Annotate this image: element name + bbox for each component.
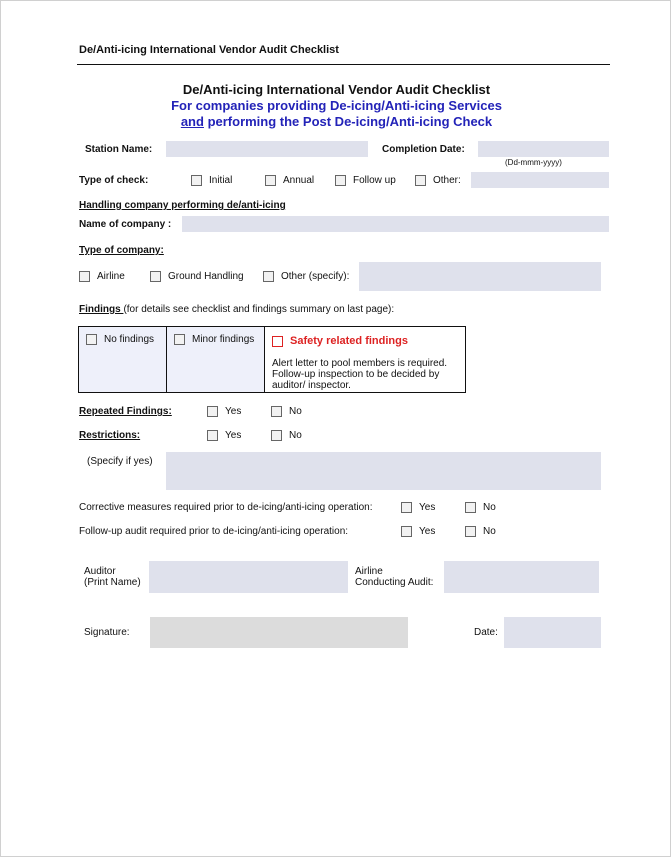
company-airline[interactable]: Airline [79, 271, 125, 282]
handling-company-heading: Handling company performing de/anti-icing [79, 200, 286, 211]
type-of-check-label: Type of check: [79, 175, 149, 186]
subtitle-and: and [180, 114, 204, 129]
findings-minor-option[interactable]: Minor findings [174, 334, 254, 345]
findings-table [78, 326, 466, 392]
auditor-name-field[interactable] [149, 561, 348, 593]
date-field[interactable] [504, 617, 601, 648]
station-name-field[interactable] [166, 141, 368, 157]
checkbox-icon[interactable] [207, 430, 218, 441]
auditor-label: Auditor (Print Name) [84, 566, 141, 588]
check-annual[interactable]: Annual [265, 175, 314, 186]
followup-audit-label: Follow-up audit required prior to de-icing/anti-icing operation: [79, 526, 349, 537]
repeated-findings-label: Repeated Findings: [79, 406, 172, 417]
checkbox-icon[interactable] [150, 271, 161, 282]
corrective-yes[interactable]: Yes [401, 502, 435, 513]
findings-none-option[interactable]: No findings [86, 334, 154, 345]
completion-date-field[interactable] [478, 141, 609, 157]
signature-label: Signature: [84, 627, 130, 638]
document-title: De/Anti-icing International Vendor Audit Checklist [182, 82, 491, 97]
check-initial[interactable]: Initial [191, 175, 232, 186]
restrictions-label: Restrictions: [79, 430, 141, 441]
document-subtitle-1: For companies providing De-icing/Anti-icing Services [171, 98, 502, 113]
checkbox-icon[interactable] [271, 406, 282, 417]
corrective-measures-label: Corrective measures required prior to de-icing/anti-icing operation: [79, 502, 373, 513]
checkbox-icon[interactable] [191, 175, 202, 186]
station-name-label: Station Name: [85, 144, 153, 155]
checkbox-icon[interactable] [263, 271, 274, 282]
repeated-no[interactable]: No [271, 406, 302, 417]
checkbox-icon[interactable] [79, 271, 90, 282]
checkbox-icon[interactable] [401, 502, 412, 513]
checkbox-icon[interactable] [401, 526, 412, 537]
date-format-hint: (Dd-mmm-yyyy) [505, 158, 562, 167]
findings-safety-option[interactable]: Safety related findings [272, 335, 408, 347]
company-other[interactable]: Other (specify): [263, 271, 349, 282]
type-of-company-heading: Type of company: [79, 245, 164, 256]
checkbox-icon[interactable] [86, 334, 97, 345]
check-other[interactable]: Other: [415, 175, 461, 186]
document-subtitle-2 [1, 114, 671, 129]
followup-no[interactable]: No [465, 526, 496, 537]
findings-cell-safety [265, 327, 465, 392]
followup-yes[interactable]: Yes [401, 526, 435, 537]
checkbox-icon[interactable] [415, 175, 426, 186]
repeated-yes[interactable]: Yes [207, 406, 241, 417]
running-header: De/Anti-icing International Vendor Audit Checklist [79, 44, 339, 56]
checkbox-icon[interactable] [335, 175, 346, 186]
restrictions-yes[interactable]: Yes [207, 430, 241, 441]
date-label: Date: [474, 627, 498, 638]
specify-if-yes-label: (Specify if yes) [87, 456, 153, 467]
checkbox-icon[interactable] [272, 336, 283, 347]
company-name-field[interactable] [182, 216, 609, 232]
airline-conducting-field[interactable] [444, 561, 599, 593]
subtitle-rest: performing the Post De-icing/Anti-icing Check [203, 114, 493, 129]
company-other-field[interactable] [359, 262, 601, 291]
completion-date-label: Completion Date: [382, 144, 465, 155]
checkbox-icon[interactable] [174, 334, 185, 345]
findings-cell-none [79, 327, 167, 392]
corrective-no[interactable]: No [465, 502, 496, 513]
restrictions-specify-field[interactable] [166, 452, 601, 490]
company-name-label: Name of company : [79, 219, 172, 230]
findings-heading: Findings (for details see checklist and findings summary on last page): [79, 304, 395, 315]
header-rule [77, 64, 610, 65]
restrictions-no[interactable]: No [271, 430, 302, 441]
airline-conducting-label: Airline Conducting Audit: [355, 566, 434, 588]
findings-table-bottom-rule [78, 392, 466, 393]
checkbox-icon[interactable] [465, 502, 476, 513]
findings-cell-minor [167, 327, 265, 392]
company-ground-handling[interactable]: Ground Handling [150, 271, 244, 282]
checkbox-icon[interactable] [207, 406, 218, 417]
checkbox-icon[interactable] [465, 526, 476, 537]
check-follow-up[interactable]: Follow up [335, 175, 396, 186]
checkbox-icon[interactable] [271, 430, 282, 441]
checkbox-icon[interactable] [265, 175, 276, 186]
signature-field[interactable] [150, 617, 408, 648]
safety-alert-note: Alert letter to pool members is required. Follow-up inspection to be decided by auditor/ inspector. [272, 358, 448, 391]
check-other-field[interactable] [471, 172, 609, 188]
